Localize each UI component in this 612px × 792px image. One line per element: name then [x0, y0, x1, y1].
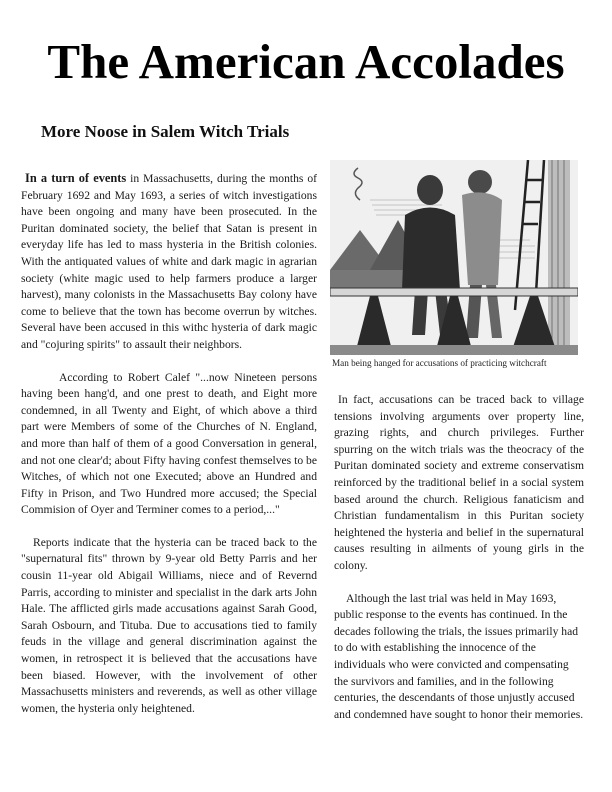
right-column: [334, 392, 584, 723]
article-paragraph-1: [21, 170, 317, 354]
engraving-illustration: [330, 160, 578, 355]
article-paragraph-3: Reports indicate that the hysteria can be traced back to the "supernatural fits" thrown by 9-year old Betty Parris and her cousin 11-year old Abigail Williams, niece and of Revernd Parris, according to minister and specialist in the dark arts John Hale. The afflicted girls made accusations against Sarah Good, Sarah Osbourn, and Tituba. Due to accusations tied to family feuds in the village and general discrimination against the women, in retrospect it is believed that the accusations have been biased. However, with the involvement of other Massachusetts ministers and reverends, as well as other village women, the hysteria only heightened.: [21, 535, 317, 715]
paragraph-text: in Massachusetts, during the months of February 1692 and May 1693, a series of witch investigations have been ongoing and many have been prosecuted. In the Puritan dominated society, the belief that Satan is present in everyday life has led to mass hysteria in the British colonies. With the antiquated values of white and dark magic in agrarian society (white magic used to help farmers produce a larger harvest), many colonists in the Massachusetts Bay colony have come to believe that the town has become overrun by witches. Several have been accused in this withc hysteria of dark magic and "cojuring spirits" to assault their neighbors.: [21, 172, 318, 351]
figure-caption: Man being hanged for accusations of practicing witchcraft: [332, 358, 547, 368]
lead-in-text: In a turn of events: [25, 171, 127, 185]
article-headline: More Noose in Salem Witch Trials: [41, 122, 290, 141]
article-paragraph-2: According to Robert Calef "...now Nineteen persons having been hang'd, and one prest to death, and Eight more condemned, in all Twenty and Eight, of which above a third part were Members of some of the Churches of N. England, and more than half of them of a good Conversation in general, and not one clear'd; about Fifty having confest themselves to be Witches, of which not one Executed; above an Hundred and Fifty in Prison, and Two Hundred more accused; the Special Commision of Oyer and Terminer comes to a period,...": [21, 370, 317, 517]
article-paragraph-5: Although the last trial was held in May 1693, public response to the events has continued. In the decades following the trials, the issues primarily had to do with establishing the innocence of the individuals who were convicted and compensating the survivors and families, and in the following centuries, the descendants of those unjustly accused and condemned have sought to honor their memories.: [334, 591, 584, 721]
left-column: [21, 170, 317, 733]
newspaper-masthead: The American Accolades: [47, 34, 565, 89]
article-paragraph-4: In fact, accusations can be traced back to village tensions involving arguments over property line, grazing rights, and church privileges. Further spurring on the witch trials was the theocracy of the Puritan dominated society and extreme conservatism reinforced by the traditional belief in a social system based around the church. Religious fanaticism and Christian fundamentalism in this Puritan society heightened the hysteria and belief in the supernatural causes resulting in ailments of young girls in the colony.: [334, 393, 584, 572]
hanging-scene-image: [330, 160, 578, 355]
